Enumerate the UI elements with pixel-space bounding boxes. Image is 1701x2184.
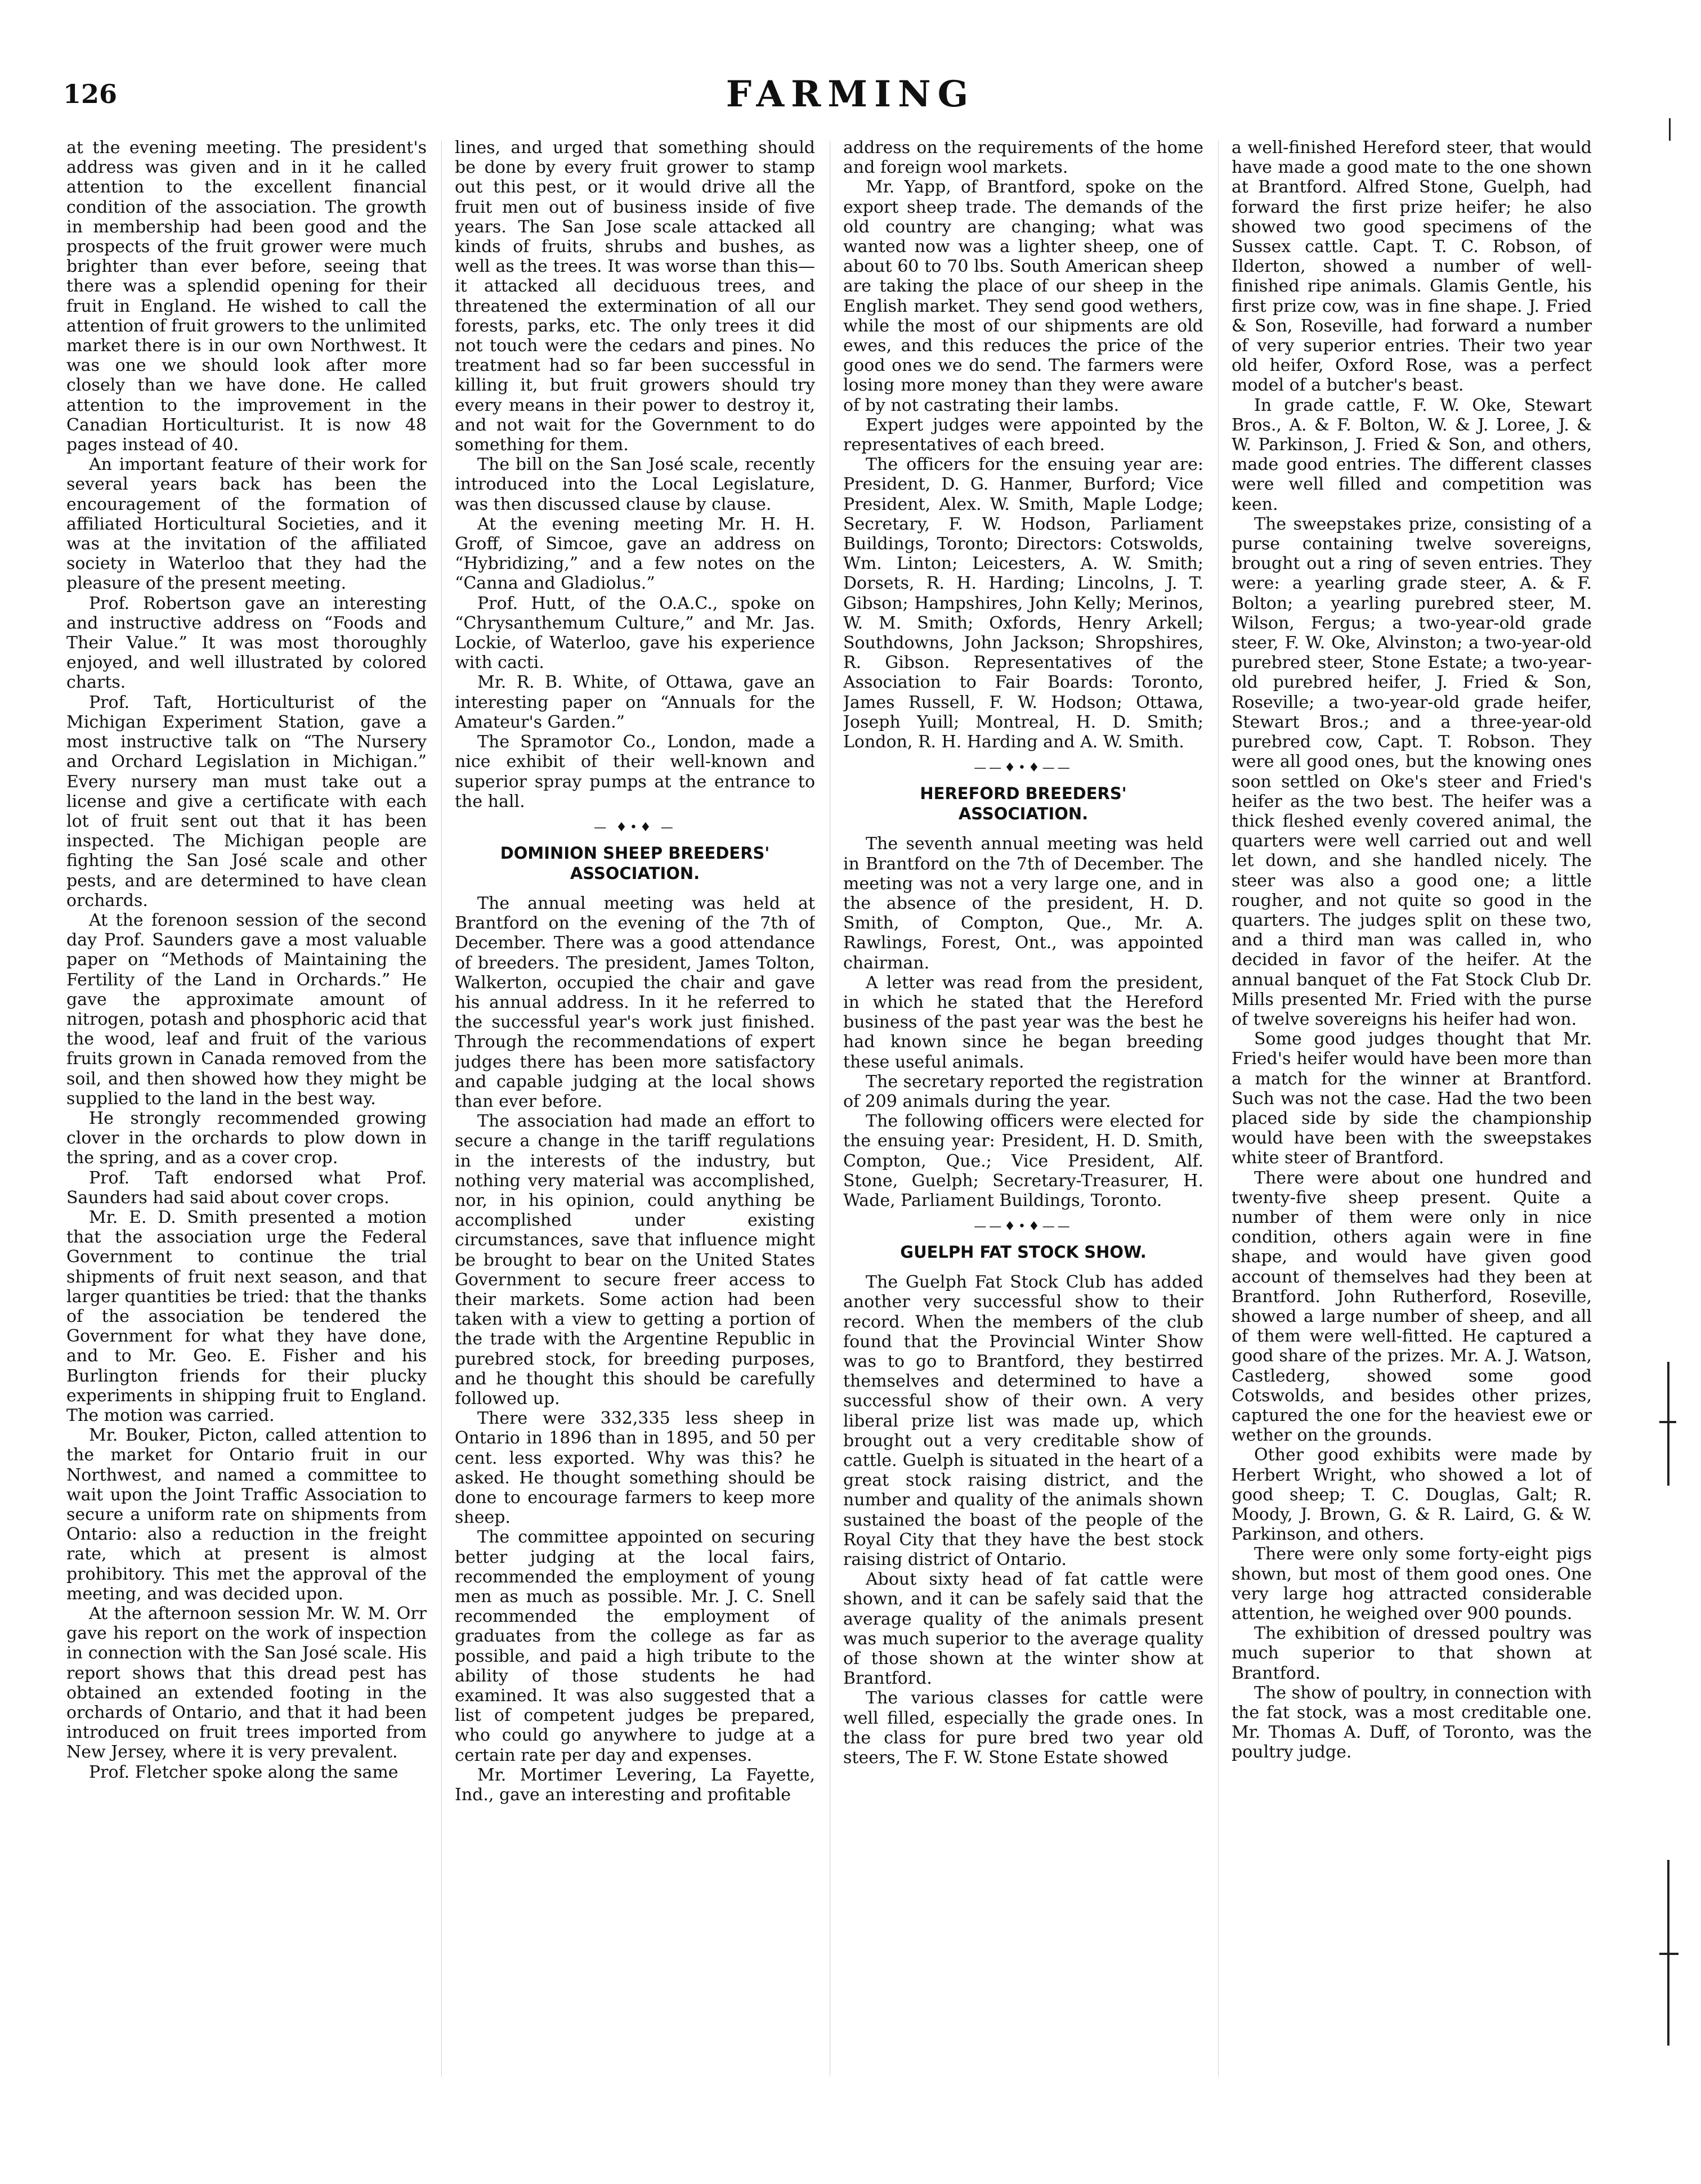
paragraph: The show of poultry, in connection with the fat stock, was a most creditable one. Mr. Thomas A. Duff, of Toronto, was the poultry judge. — [1232, 1683, 1592, 1763]
section-heading: GUELPH FAT STOCK SHOW. — [900, 1243, 1147, 1262]
paragraph: Prof. Hutt, of the O.A.C., spoke on “Chrysanthemum Culture,” and Mr. Jas. Lockie, of Waterloo, gave his experience with cacti. — [455, 593, 815, 673]
scan-mark — [1659, 1421, 1676, 1423]
paragraph: The association had made an effort to secure a change in the tariff regulations in the interests of the industry, but nothing very material was accomplished, nor, in his opinion, could anything be accomplished under existing circumstances, save that influence might be brought to bear on the United States Government to secure freer access to their markets. Some action had been taken with a view to getting a portion of the trade with the Argentine Republic in purebred stock, for breeding purposes, and he thought this should be carefully followed up. — [455, 1111, 815, 1409]
paragraph: The exhibition of dressed poultry was much superior to that shown at Brantford. — [1232, 1624, 1592, 1683]
paragraph: Mr. Mortimer Levering, La Fayette, Ind., gave an interesting and profitable — [455, 1765, 815, 1805]
paragraph: There were only some forty-eight pigs shown, but most of them good ones. One very large hog attracted considerable attention, he weighed over 900 pounds. — [1232, 1544, 1592, 1624]
paragraph: The secretary reported the registration of 209 animals during the year. — [843, 1071, 1203, 1111]
paragraph: At the forenoon session of the second day Prof. Saunders gave a most valuable paper on “Methods of Maintaining the Fertility of the Land in Orchards.” He gave the approximate amount of nitrogen, potash and phosphoric acid that the wood, leaf and fruit of the various fruits grown in Canada removed from the soil, and then showed how they might be supplied to the land in the best way. — [66, 910, 427, 1109]
paragraph: The bill on the San José scale, recently introduced into the Local Legislature, was then discussed clause by clause. — [455, 455, 815, 514]
paragraph: Prof. Robertson gave an interesting and instructive address on “Foods and Their Value.” It was most thoroughly enjoyed, and well illustrated by colored charts. — [66, 593, 427, 693]
paragraph: The committee appointed on securing better judging at the local fairs, recommended the employment of young men as much as possible. Mr. J. C. Snell recommended the employment of graduates from the college as far as possible, and paid a high tribute to the ability of those students he had examined. It was also suggested that a list of competent judges be prepared, who could go anywhere to judge at a certain rate per day and expenses. — [455, 1527, 815, 1765]
paragraph: at the evening meeting. The president's address was given and in it he called attention to the excellent financial condition of the association. The growth in membership had been good and the prospects of the fruit grower were much brighter than ever before, seeing that there was a splendid opening for their fruit in England. He wished to call the attention of fruit growers to the unlimited market there is in our own Northwest. It was one we should look after more closely than we have done. He called attention to the improvement in the Canadian Horticulturist. It is now 48 pages instead of 40. — [66, 138, 427, 455]
paragraph: address on the requirements of the home and foreign wool markets. — [843, 138, 1203, 178]
section-heading: DOMINION SHEEP BREEDERS' ASSOCIATION. — [500, 843, 770, 883]
paragraph: Mr. R. B. White, of Ottawa, gave an interesting paper on “Annuals for the Amateur's Garden.” — [455, 672, 815, 732]
scan-mark — [1659, 1953, 1678, 1955]
scan-mark — [1667, 1362, 1669, 1486]
column-1 — [66, 138, 427, 2085]
paragraph: The following officers were elected for the ensuing year: President, H. D. Smith, Compton, Que.; Vice President, Alf. Stone, Guelph; Secretary-Treasurer, H. Wade, Parliament Buildings, Toronto. — [843, 1111, 1203, 1210]
column-4 — [1232, 138, 1592, 2085]
paragraph: a well-finished Hereford steer, that would have made a good mate to the one shown at Brantford. Alfred Stone, Guelph, had forward the first prize heifer; he also showed two good specimens of the Sussex cattle. Capt. T. C. Robson, of Ilderton, showed a number of well-finished ripe animals. Glamis Gentle, his first prize cow, was in fine shape. J. Fried & Son, Roseville, had forward a number of very superior entries. Their two year old heifer, Oxford Rose, was a perfect model of a butcher's beast. — [1232, 138, 1592, 396]
paragraph: The Spramotor Co., London, made a nice exhibit of their well-known and superior spray pumps at the entrance to the hall. — [455, 732, 815, 811]
paragraph: Mr. E. D. Smith presented a motion that the association urge the Federal Government to continue the trial shipments of fruit next season, and that larger quantities be tried: that the thanks of the association be tendered the Government for what they have done, and to Mr. Geo. E. Fisher and his Burlington friends for their plucky experiments in shipping fruit to England. The motion was carried. — [66, 1207, 427, 1425]
paragraph: The various classes for cattle were well filled, especially the grade ones. In the class for pure bred two year old steers, The F. W. Stone Estate showed — [843, 1688, 1203, 1768]
page-header — [56, 73, 1645, 124]
paragraph: The sweepstakes prize, consisting of a purse containing twelve sovereigns, brought out a ring of seven entries. They were: a yearling grade steer, A. & F. Bolton; a yearling purebred steer, M. Wilson, Fergus; a two-year-old grade steer, F. W. Oke, Alvinston; a two-year-old purebred steer, Stone Estate; a two-year-old purebred heifer, J. Fried & Son, Roseville; a two-year-old grade heifer, Stewart Bros.; and a three-year-old purebred cow, Capt. T. Robson. They were all good ones, but the knowing ones soon settled on Oke's steer and Fried's heifer as the two best. The heifer was a thick fleshed evenly covered animal, the quarters were well carried out and well let down, and she handled nicely. The steer was also a good one; a little rougher, and not quite so good in the quarters. The judges split on these two, and a third man was called in, who decided in favor of the heifer. At the annual banquet of the Fat Stock Club Dr. Mills presented Mr. Fried with the purse of twelve sovereigns his heifer had won. — [1232, 514, 1592, 1029]
paragraph: The annual meeting was held at Brantford on the evening of the 7th of December. There was a good attendance of breeders. The president, James Tolton, Walkerton, occupied the chair and gave his annual address. In it he referred to the successful year's work just finished. Through the recommendations of expert judges there has been more satisfactory and capable judging at the local shows than ever before. — [455, 893, 815, 1111]
paragraph: Other good exhibits were made by Herbert Wright, who showed a lot of good sheep; T. C. Douglas, Galt; R. Moody, J. Brown, G. & R. Laird, G. & W. Parkinson, and others. — [1232, 1445, 1592, 1545]
paragraph: He strongly recommended growing clover in the orchards to plow down in the spring, and as a cover crop. — [66, 1108, 427, 1168]
section-heading: HEREFORD BREEDERS' ASSOCIATION. — [920, 784, 1127, 824]
paragraph: At the afternoon session Mr. W. M. Orr gave his report on the work of inspection in connection with the San José scale. His report shows that this dread pest has obtained an extended footing in the orchards of Ontario, and that it had been introduced on fruit trees imported from New Jersey, where it is very prevalent. — [66, 1604, 427, 1763]
paragraph: The seventh annual meeting was held in Brantford on the 7th of December. The meeting was not a very large one, and in the absence of the president, H. D. Smith, of Compton, Que., Mr. A. Rawlings, Forest, Ont., was appointed chairman. — [843, 834, 1203, 973]
column-divider — [1218, 141, 1219, 2077]
paragraph: At the evening meeting Mr. H. H. Groff, of Simcoe, gave an address on “Hybridizing,” and a few notes on the “Canna and Gladiolus.” — [455, 514, 815, 594]
paragraph: Prof. Taft endorsed what Prof. Saunders had said about cover crops. — [66, 1168, 427, 1208]
paragraph: Expert judges were appointed by the representatives of each breed. — [843, 415, 1203, 455]
scan-mark — [1669, 118, 1671, 141]
paragraph: A letter was read from the president, in which he stated that the Hereford business of the past year was the best he had known since he began breeding these useful animals. — [843, 972, 1203, 1072]
paragraph: Some good judges thought that Mr. Fried's heifer would have been more than a match for the winner at Brantford. Such was not the case. Had the two been placed side by side the championship would have been with the sweepstakes white steer of Brantford. — [1232, 1029, 1592, 1168]
paragraph: Prof. Fletcher spoke along the same — [89, 1762, 399, 1782]
section-separator: — ♦•♦ — — [594, 820, 676, 835]
column-2 — [455, 138, 815, 2085]
paragraph: The officers for the ensuing year are: President, D. G. Hanmer, Burford; Vice President, Alex. W. Smith, Maple Lodge; Secretary, F. W. Hodson, Parliament Buildings, Toronto; Directors: Cotswolds, Wm. Linton; Leicesters, A. W. Smith; Dorsets, R. H. Harding; Lincolns, J. T. Gibson; Hampshires, John Kelly; Merinos, W. M. Smith; Oxfords, Henry Arkell; Southdowns, John Jackson; Shropshires, R. Gibson. Representatives of the Association to Fair Boards: Toronto, James Russell, F. W. Hodson; Ottawa, Joseph Yuill; Montreal, H. D. Smith; London, R. H. Harding and A. W. Smith. — [843, 455, 1203, 752]
paragraph: In grade cattle, F. W. Oke, Stewart Bros., A. & F. Bolton, W. & J. Loree, J. & W. Parkinson, J. Fried & Son, and others, made good entries. The different classes were well filled and competition was keen. — [1232, 395, 1592, 514]
paragraph: lines, and urged that something should be done by every fruit grower to stamp out this pest, or it would drive all the fruit men out of business inside of five years. The San Jose scale attacked all kinds of fruits, shrubs and bushes, as well as the trees. It was worse than this—it attacked all deciduous trees, and threatened the extermination of all our forests, parks, etc. The only trees it did not touch were the cedars and pines. No treatment had so far been successful in killing it, but fruit growers should try every means in their power to destroy it, and not wait for the Government to do something for them. — [455, 138, 815, 455]
paragraph: An important feature of their work for several years back has been the encouragement of the formation of affiliated Horticultural Societies, and it was at the invitation of the affiliated society in Waterloo that they had the pleasure of the present meeting. — [66, 455, 427, 594]
paragraph: There were 332,335 less sheep in Ontario in 1896 than in 1895, and 50 per cent. less exported. Why was this? he asked. He thought something should be done to encourage farmers to keep more sheep. — [455, 1409, 815, 1528]
section-separator: ——♦•♦—— — [974, 1219, 1073, 1234]
magazine-title: FARMING — [726, 73, 975, 115]
column-divider — [441, 141, 442, 2077]
column-3 — [843, 138, 1203, 2085]
paragraph: The Guelph Fat Stock Club has added another very successful show to their record. When the members of the club found that the Provincial Winter Show was to go to Brantford, they bestirred themselves and determined to have a successful show of their own. A very liberal prize list was made up, which brought out a very creditable show of cattle. Guelph is situated in the heart of a great stock raising district, and the number and quality of the animals shown sustained the boast of the people of the Royal City that they have the best stock raising district of Ontario. — [843, 1272, 1203, 1569]
paragraph: Prof. Taft, Horticulturist of the Michigan Experiment Station, gave a most instructive talk on “The Nursery and Orchard Legislation in Michigan.” Every nursery man must take out a license and give a certificate with each lot of fruit sent out that it has been inspected. The Michigan people are fighting the San José scale and other pests, and are determined to have clean orchards. — [66, 692, 427, 911]
paragraph: There were about one hundred and twenty-five sheep present. Quite a number of them were only in nice condition, others again were in fine shape, and would have given good account of themselves had they been at Brantford. John Rutherford, Roseville, showed a large number of sheep, and all of them were well-fitted. He captured a good share of the prizes. Mr. A. J. Watson, Castlederg, showed some good Cotswolds, and besides other prizes, captured the one for the heaviest ewe or wether on the grounds. — [1232, 1168, 1592, 1446]
section-separator: ——♦•♦—— — [974, 761, 1073, 775]
page-number: 126 — [63, 79, 118, 109]
paragraph: About sixty head of fat cattle were shown, and it can be safely said that the average quality of the animals present was much superior to the average quality of those shown at the winter show at Brantford. — [843, 1569, 1203, 1689]
paragraph: Mr. Bouker, Picton, called attention to the market for Ontario fruit in our Northwest, and named a committee to wait upon the Joint Traffic Association to secure a uniform rate on shipments from Ontario: also a reduction in the freight rate, which at present is almost prohibitory. This met the approval of the meeting, and was decided upon. — [66, 1425, 427, 1604]
paragraph: Mr. Yapp, of Brantford, spoke on the export sheep trade. The demands of the old country are changing; what was wanted now was a lighter sheep, one of about 60 to 70 lbs. South American sheep are taking the place of our sheep in the English market. They send good wethers, while the most of our shipments are old ewes, and this reduces the price of the good ones we do send. The farmers were losing more money than they were aware of by not castrating their lambs. — [843, 177, 1203, 415]
